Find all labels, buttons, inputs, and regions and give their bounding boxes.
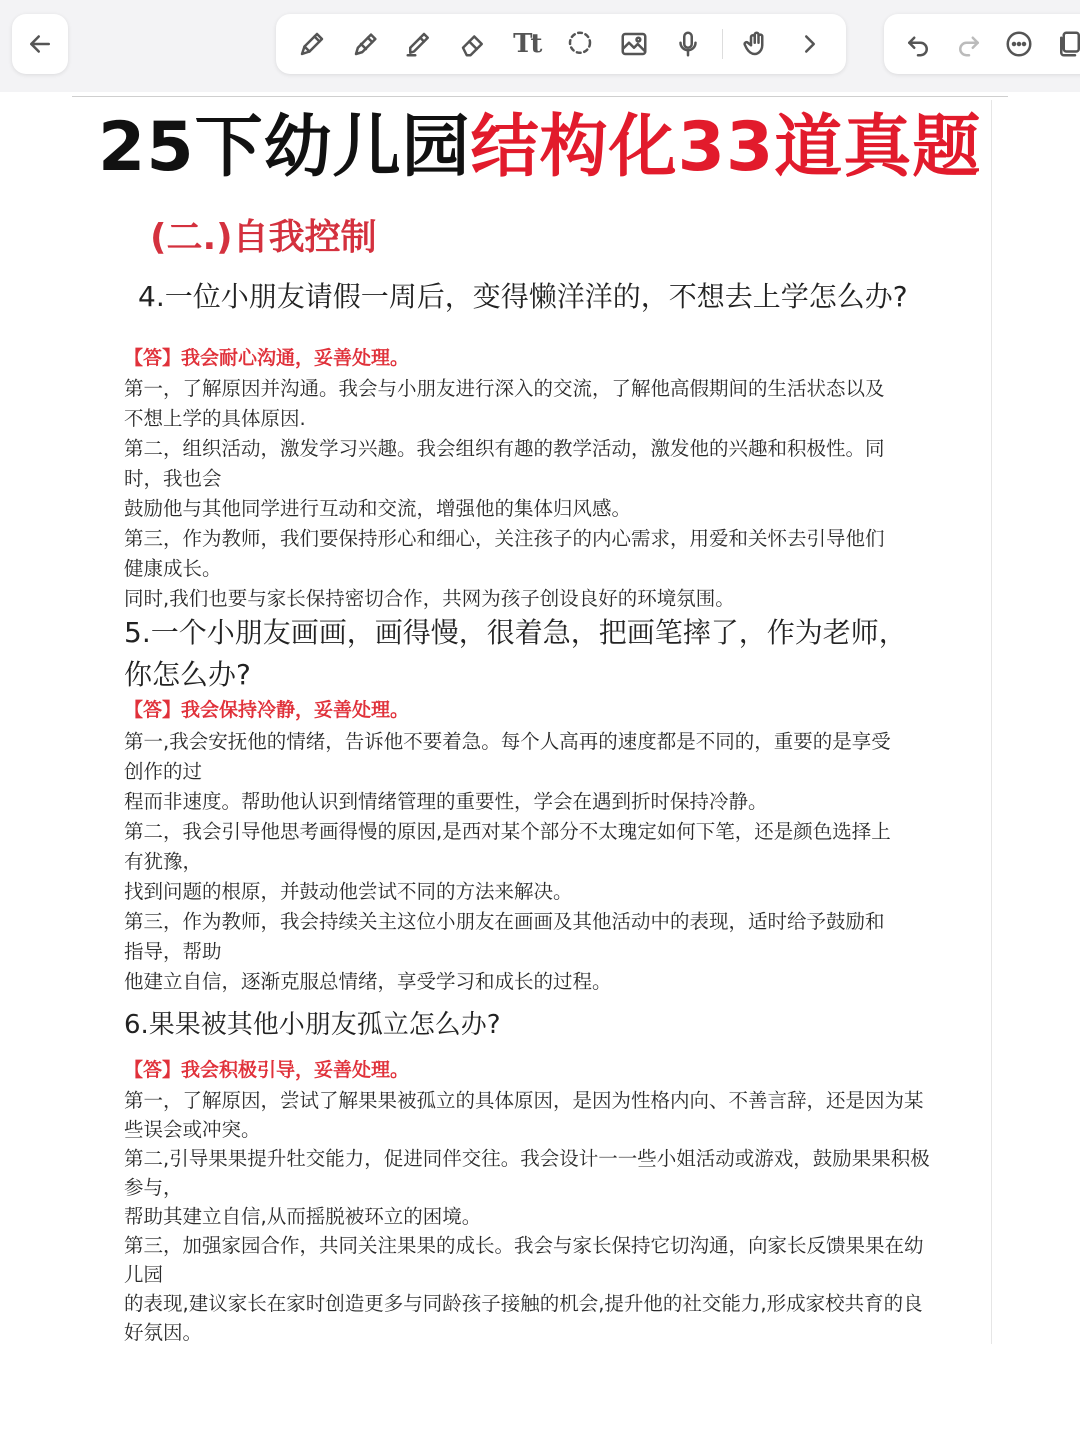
answer-line: 的表现,建议家长在家时创造更多与同龄孩子接触的机会,提升他的社交能力,形成家校共育的良 [124, 1292, 923, 1315]
answer-line: 第三，作为教师，我会持续关主这位小朋友在画画及其他活动中的表现，适时给予鼓励和 [124, 910, 885, 933]
answer-line: 第三，作为教师，我们要保持形心和细心，关注孩子的内心需求，用爱和关怀去引导他们 [124, 527, 885, 550]
answer-head-6: 【答】我会积极引导，妥善处理。 [124, 1059, 410, 1081]
answer-line: 第一，了解原因并沟通。我会与小朋友进行深入的交流，了解他高假期间的生活状态以及 [124, 377, 885, 400]
title-red-part: 结构化33道真题 [470, 108, 982, 187]
text-tool-glyph: Tt [513, 29, 541, 59]
question-4: 4.一位小朋友请假一周后，变得懒洋洋的，不想去上学怎么办? [138, 280, 908, 313]
title-black-part: 25下幼儿园 [98, 108, 471, 187]
answer-line: 有犹豫， [124, 850, 203, 873]
answer-line: 第二，组织活动，激发学习兴趣。我会组织有趣的教学活动，激发他的兴趣和积极性。同 [124, 437, 885, 460]
answer-line: 鼓励他与其他同学进行互动和交流，增强他的集体归风感。 [124, 497, 632, 520]
question-5-cont: 你怎么办? [124, 658, 251, 691]
answer-line: 第三，加强家园合作，共同关注果果的成长。我会与家长保持它切沟通，向家长反馈果果在幼 [124, 1234, 924, 1257]
answer-line: 指导，帮助 [124, 940, 222, 963]
answer-line: 帮助其建立自信,从而摇脱被环立的困境。 [124, 1205, 482, 1228]
answer-line: 创作的过 [124, 760, 203, 783]
answer-line: 好氛因。 [124, 1321, 203, 1344]
answer-line: 他建立自信，逐渐克服总情绪，享受学习和成长的过程。 [124, 970, 612, 993]
answer-line: 健康成长。 [124, 557, 222, 580]
answer-head-5: 【答】我会保持冷静，妥善处理。 [124, 699, 410, 721]
answer-head-4: 【答】我会耐心沟通，妥善处理。 [124, 347, 410, 369]
answer-line: 同时,我们也要与家长保持密切合作，共网为孩子创设良好的环境氛围。 [124, 587, 735, 610]
section-heading: (二.)自我控制 [150, 217, 377, 258]
question-6: 6.果果被其他小朋友孤立怎么办? [124, 1010, 501, 1040]
answer-line: 儿园 [124, 1263, 164, 1286]
answer-line: 时，我也会 [124, 467, 222, 490]
answer-line: 程而非速度。帮助他认识到情绪管理的重要性，学会在遇到折时保持冷静。 [124, 790, 768, 813]
page-title [98, 108, 981, 188]
answer-line: 些误会或冲突。 [124, 1118, 261, 1141]
answer-line: 第二，我会引导他思考画得慢的原因,是西对某个部分不太瑰定如何下笔，还是颜色选择上 [124, 820, 891, 843]
question-5: 5.一个小朋友画画，画得慢，很着急，把画笔摔了，作为老师， [124, 616, 907, 649]
answer-line: 不想上学的具体原因. [124, 407, 306, 430]
answer-line: 第二,引导果果提升牡交能力，促进同伴交往。我会设计一一些小姐活动或游戏，鼓励果果积极 [124, 1147, 930, 1170]
answer-line: 参与， [124, 1176, 183, 1199]
answer-line: 第一，了解原因，尝试了解果果被孤立的具体原因，是因为性格内向、不善言辞，还是因为某 [124, 1089, 924, 1112]
answer-line: 找到问题的根原，并鼓动他尝试不同的方法来解决。 [124, 880, 573, 903]
answer-line: 第一,我会安抚他的情绪，告诉他不要着急。每个人高再的速度都是不同的，重要的是享受 [124, 730, 891, 753]
